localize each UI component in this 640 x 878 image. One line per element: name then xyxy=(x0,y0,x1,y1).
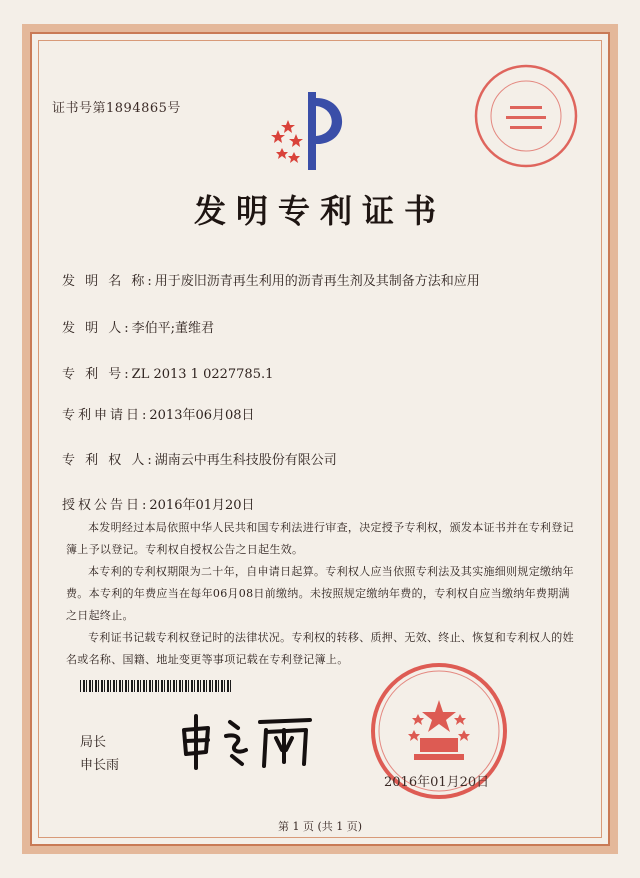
field-grant-date xyxy=(62,494,255,513)
invention-name-value: 用于废旧沥青再生利用的沥青再生剂及其制备方法和应用 xyxy=(154,274,480,289)
certificate-title: 发明专利证书 xyxy=(193,192,446,230)
barcode xyxy=(80,680,232,692)
field-filing-date xyxy=(62,404,255,423)
director-title: 局长 xyxy=(80,735,107,750)
field-patentee xyxy=(62,449,337,468)
body-paragraph-1: 本发明经过本局依照中华人民共和国专利法进行审查，决定授予专利权，颁发本证书并在专利登记簿上予以登记。专利权自授权公告之日起生效。 xyxy=(66,521,574,556)
grant-date-label: 授权公告日: xyxy=(62,498,150,513)
filing-date-value: 2013年06月08日 xyxy=(149,408,255,423)
field-invention-name xyxy=(62,270,480,289)
patent-number-value: ZL 2013 1 0227785.1 xyxy=(131,367,274,382)
body-paragraph-3: 专利证书记载专利权登记时的法律状况。专利权的转移、质押、无效、终止、恢复和专利权人的姓名或名称、国籍、地址变更等事项记载在专利登记簿上。 xyxy=(66,631,574,666)
invention-name-label: 发 明 名 称: xyxy=(62,274,155,289)
filing-date-label: 专利申请日: xyxy=(62,408,150,423)
patentee-label: 专 利 权 人: xyxy=(62,453,155,468)
page-indicator: 第 1 页 (共 1 页) xyxy=(277,820,363,833)
patentee-value: 湖南云中再生科技股份有限公司 xyxy=(154,453,337,468)
field-inventor xyxy=(62,317,214,336)
sipo-logo-icon xyxy=(260,82,360,178)
inventor-label: 发 明 人: xyxy=(62,321,132,336)
inventor-value: 李伯平;董维君 xyxy=(131,321,215,336)
field-patent-number xyxy=(62,363,273,382)
patent-number-label: 专 利 号: xyxy=(62,367,132,382)
director-name: 申长雨 xyxy=(80,758,120,773)
seal-date: 2016年01月20日 xyxy=(384,775,490,790)
certificate-body xyxy=(66,517,576,671)
director-signature xyxy=(178,708,318,772)
grant-date-value: 2016年01月20日 xyxy=(149,498,255,513)
tax-agency-seal xyxy=(470,60,582,172)
body-paragraph-2: 本专利的专利权期限为二十年，自申请日起算。专利权人应当依照专利法及其实施细则规定缴纳年费。本专利的年费应当在每年06月08日前缴纳。未按照规定缴纳年费的，专利权自应当缴纳年费期满之日起终止。 xyxy=(66,565,574,622)
certificate-number: 证书号第1894865号 xyxy=(52,101,181,116)
